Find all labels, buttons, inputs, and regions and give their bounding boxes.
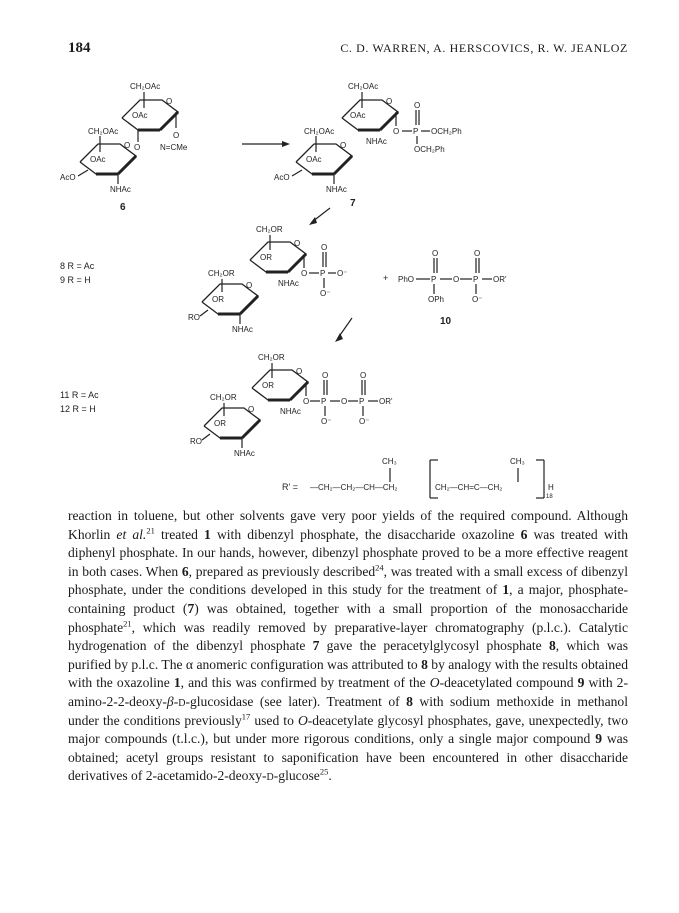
c7-nhac: NHAc <box>326 185 347 194</box>
c8-nhac: NHAc <box>232 325 253 334</box>
compound-number-7: 7 <box>350 198 356 209</box>
c10-p1-oxo: O <box>432 249 439 258</box>
c8-ring-o: O <box>294 239 301 248</box>
paragraph-text: reaction in toluene, but other solvents gave very poor yields of the required compound. Although Khorlin et al.$^{21}$ treated 1 with dibenzyl phosphate, the disaccharide oxazoline 6 was treated with diphenyl phosphate. In our hands, however, dibenzyl phosphate proved to be a more effective reagent in both cases. When 6, prepared as previously described$^{24}$, was treated with a small excess of dibenzyl phosphate, under the conditions developed in this study for the treatment of 1, a major, phosphate-containing product (7) was obtained, together with a small proportion of the monosaccharide phosphate$^{21}$, which was readily removed by preparative-layer chromatography (p.l.c.). Catalytic hydrogenation of the dibenzyl phosphate 7 gave the peracetylglycosyl phosphate 8, which was purified by p.l.c. The α anomeric configuration was attributed to 8 by analogy with the results obtained with the oxazoline 1, and this was confirmed by treatment of the O-deacetylated compound 9 with 2-amino-2-2-deoxy-β-d-glucosidase (see later). Treatment of 8 with sodium methoxide in methanol under the conditions previously$^{17}$ used to O-deacetylate glycosyl phosphates, gave, unexpectedly, two major compounds (t.l.c.), but under more rigorous conditions, only a single major compound 9 was obtained; acetyl groups resistant to saponification have been encountered in other disaccharide derivatives of 2-acetamido-2-deoxy-d-glucose$^{25}$. <box>68 508 629 784</box>
c7-och2ph-1: OCH₂Ph <box>431 127 462 136</box>
c6-ring-o-lower: O <box>124 141 131 150</box>
c6-ring-o: O <box>166 97 173 106</box>
c11-nhac: NHAc <box>234 449 255 458</box>
compound-7 <box>274 82 462 209</box>
c8-o-minus-right: O⁻ <box>337 269 348 278</box>
c7-ring-o-lower: O <box>340 141 347 150</box>
compound-10 <box>398 249 507 327</box>
c10-pho: PhO <box>398 275 415 284</box>
c11-ch2or-lower: CH₂OR <box>210 393 237 402</box>
compound-11-12 <box>190 353 393 458</box>
r-prime-definition <box>282 457 554 500</box>
c6-ch2oac-lower: CH₂OAc <box>88 127 119 136</box>
c11-or-lower: OR <box>214 419 226 428</box>
plus-sign: + <box>383 273 389 283</box>
c11-o-minus-1: O⁻ <box>321 417 332 426</box>
c6-o-right: O <box>173 131 180 140</box>
c11-p2: P <box>359 397 365 406</box>
c11-ch2or: CH₂OR <box>258 353 285 362</box>
page-header <box>68 40 628 60</box>
c6-aco: AcO <box>60 173 76 182</box>
c7-ch2oac-lower: CH₂OAc <box>304 127 335 136</box>
c7-nhac-upper: NHAc <box>366 137 387 146</box>
c11-or-upper: OR <box>262 381 274 390</box>
r-prime-lead: R' = <box>282 482 298 492</box>
c8-or-lower: OR <box>212 295 224 304</box>
c8-or-upper: OR <box>260 253 272 262</box>
c10-p2-oxo: O <box>474 249 481 258</box>
c10-bridge-o: O <box>453 275 460 284</box>
compound-number-6: 6 <box>120 202 126 213</box>
r-def-11: 11 R = Ac <box>60 390 99 400</box>
c8-p: P <box>320 269 326 278</box>
c7-och2ph-2: OCH₂Ph <box>414 145 445 154</box>
c8-nhac-upper: NHAc <box>278 279 299 288</box>
c6-oac-upper: OAc <box>132 111 148 120</box>
c10-oph: OPh <box>428 295 445 304</box>
c7-p-oxo: O <box>414 101 421 110</box>
c6-link-o: O <box>134 143 141 152</box>
c6-oac-lower: OAc <box>90 155 106 164</box>
c6-nhac: NHAc <box>110 185 131 194</box>
page-number: 184 <box>68 40 91 56</box>
c6-ch2oac: CH₂OAc <box>130 82 161 91</box>
c7-oac-upper: OAc <box>350 111 366 120</box>
compound-8-9 <box>188 225 347 334</box>
running-head-authors: C. D. WARREN, A. HERSCOVICS, R. W. JEANLOZ <box>340 41 628 55</box>
c6-oxazoline: N=CMe <box>160 143 188 152</box>
c11-ro: RO <box>190 437 202 446</box>
c8-ro: RO <box>188 313 200 322</box>
c10-or-prime: OR' <box>493 275 507 284</box>
r-def-12: 12 R = H <box>60 404 96 414</box>
body-paragraph <box>68 507 628 786</box>
c8-p-oxo: O <box>321 243 328 252</box>
c11-o-phos: O <box>303 397 310 406</box>
r-def-8: 8 R = Ac <box>60 261 95 271</box>
c7-ch2oac: CH₂OAc <box>348 82 379 91</box>
c10-p2: P <box>473 275 479 284</box>
c11-ring-o-lower: O <box>248 405 255 414</box>
c8-ch2or-lower: CH₂OR <box>208 269 235 278</box>
c11-p1-oxo: O <box>322 371 329 380</box>
c11-or-prime: OR' <box>379 397 393 406</box>
c11-o-minus-2: O⁻ <box>359 417 370 426</box>
r-def-9: 9 R = H <box>60 275 91 285</box>
c8-ring-o-lower: O <box>246 281 253 290</box>
c7-oac-lower: OAc <box>306 155 322 164</box>
r-prime-repeat: CH₂—CH=C—CH₂ <box>435 483 503 492</box>
r-prime-chain: —CH₂—CH₂—CH—CH₂ <box>310 483 398 492</box>
c10-o-minus: O⁻ <box>472 295 483 304</box>
r-prime-subscript: 18 <box>546 494 553 500</box>
c7-aco: AcO <box>274 173 290 182</box>
c11-ring-o: O <box>296 367 303 376</box>
c8-ch2or: CH₂OR <box>256 225 283 234</box>
c10-p1: P <box>431 275 437 284</box>
c7-ring-o: O <box>386 97 393 106</box>
c7-o-phos: O <box>393 127 400 136</box>
c8-o-phos: O <box>301 269 308 278</box>
c7-p: P <box>413 127 419 136</box>
r-prime-methyl-2: CH₃ <box>510 457 525 466</box>
r-prime-end: H <box>548 483 554 492</box>
r-prime-methyl-1: CH₃ <box>382 457 397 466</box>
compound-number-10: 10 <box>440 316 452 327</box>
c8-o-minus-down: O⁻ <box>320 289 331 298</box>
compound-6 <box>60 82 188 213</box>
reaction-scheme <box>60 70 620 500</box>
c11-p1: P <box>321 397 327 406</box>
c11-bridge-o: O <box>341 397 348 406</box>
c11-nhac-upper: NHAc <box>280 407 301 416</box>
c11-p2-oxo: O <box>360 371 367 380</box>
